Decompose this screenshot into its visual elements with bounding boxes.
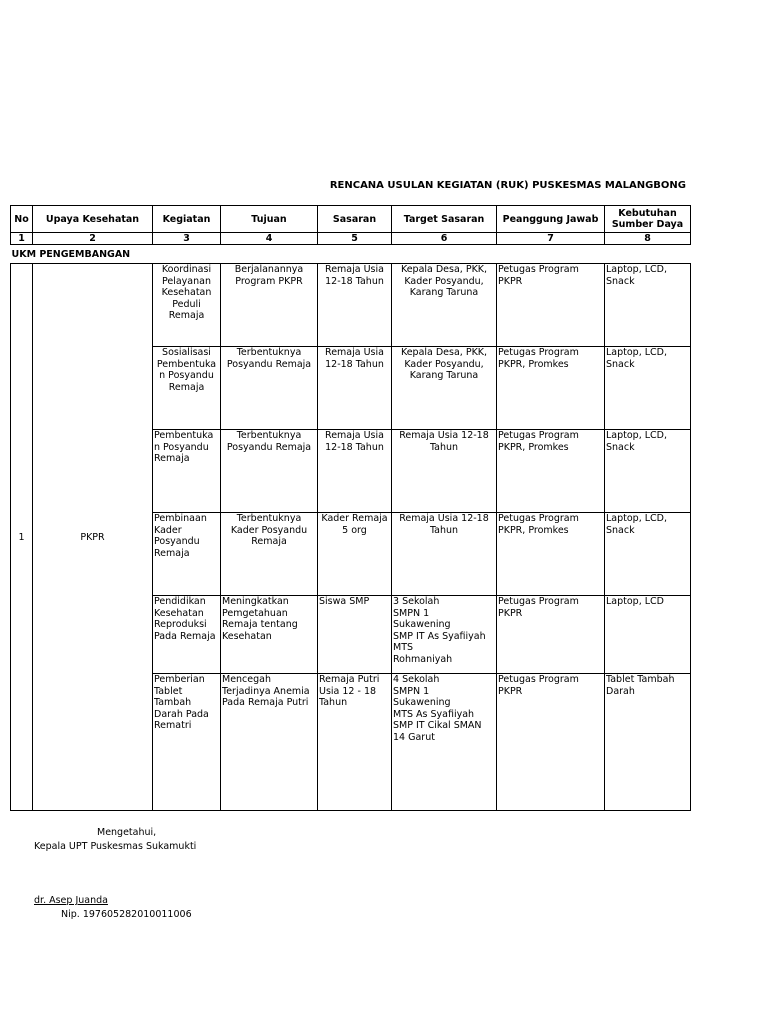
- header-kegiatan: Kegiatan: [153, 206, 221, 233]
- kebutuhan-cell: Tablet Tambah Darah: [605, 674, 691, 811]
- tujuan-cell: Terbentuknya Posyandu Remaja: [221, 430, 318, 513]
- kegiatan-cell: Koordinasi Pelayanan Kesehatan Peduli Remaja: [153, 264, 221, 347]
- kebutuhan-cell: Laptop, LCD, Snack: [605, 264, 691, 347]
- ruk-table: [10, 205, 691, 811]
- column-number: 3: [153, 233, 221, 245]
- sasaran-cell: Kader Remaja 5 org: [318, 513, 392, 596]
- kegiatan-cell: Sosialisasi Pembentuka n Posyandu Remaja: [153, 347, 221, 430]
- column-number-row: [11, 233, 691, 245]
- sasaran-cell: Remaja Usia 12-18 Tahun: [318, 430, 392, 513]
- penanggung-jawab-cell: Petugas Program PKPR, Promkes: [497, 347, 605, 430]
- kebutuhan-cell: Laptop, LCD, Snack: [605, 430, 691, 513]
- target-sasaran-cell: Kepala Desa, PKK, Kader Posyandu, Karang Taruna: [392, 347, 497, 430]
- sasaran-cell: Remaja Usia 12-18 Tahun: [318, 347, 392, 430]
- target-sasaran-cell: Remaja Usia 12-18 Tahun: [392, 430, 497, 513]
- footer-mengetahui: Mengetahui,: [97, 827, 157, 838]
- document-title: RENCANA USULAN KEGIATAN (RUK) PUSKESMAS MALANGBONG: [329, 180, 686, 191]
- column-number: 8: [605, 233, 691, 245]
- kegiatan-cell: Pemberian Tablet Tambah Darah Pada Rematri: [153, 674, 221, 811]
- kegiatan-cell: Pendidikan Kesehatan Reproduksi Pada Remaja: [153, 596, 221, 674]
- target-sasaran-cell: Remaja Usia 12-18 Tahun: [392, 513, 497, 596]
- tujuan-cell: Terbentuknya Posyandu Remaja: [221, 347, 318, 430]
- header-penanggung-jawab: Peanggung Jawab: [497, 206, 605, 233]
- tujuan-cell: Berjalanannya Program PKPR: [221, 264, 318, 347]
- kebutuhan-cell: Laptop, LCD: [605, 596, 691, 674]
- target-sasaran-cell: Kepala Desa, PKK, Kader Posyandu, Karang Taruna: [392, 264, 497, 347]
- column-number: 1: [11, 233, 33, 245]
- sasaran-cell: Remaja Usia 12-18 Tahun: [318, 264, 392, 347]
- column-number: 2: [33, 233, 153, 245]
- signatory-name: dr. Asep Juanda: [34, 895, 108, 906]
- table-row: [11, 264, 691, 347]
- footer-jabatan: Kepala UPT Puskesmas Sukamukti: [34, 841, 197, 852]
- header-no: No: [11, 206, 33, 233]
- upaya-kesehatan-cell: PKPR: [33, 264, 153, 811]
- tujuan-cell: Mencegah Terjadinya Anemia Pada Remaja Putri: [221, 674, 318, 811]
- header-upaya-kesehatan: Upaya Kesehatan: [33, 206, 153, 233]
- column-number: 4: [221, 233, 318, 245]
- column-number: 5: [318, 233, 392, 245]
- signatory-nip: Nip. 197605282010011006: [61, 909, 192, 920]
- target-sasaran-cell: 3 Sekolah SMPN 1 Sukawening SMP IT As Syafiiyah MTS Rohmaniyah: [392, 596, 497, 674]
- penanggung-jawab-cell: Petugas Program PKPR: [497, 674, 605, 811]
- kebutuhan-cell: Laptop, LCD, Snack: [605, 347, 691, 430]
- header-target-sasaran: Target Sasaran: [392, 206, 497, 233]
- penanggung-jawab-cell: Petugas Program PKPR, Promkes: [497, 430, 605, 513]
- section-row: [11, 245, 691, 264]
- kegiatan-cell: Pembentuka n Posyandu Remaja: [153, 430, 221, 513]
- target-sasaran-cell: 4 Sekolah SMPN 1 Sukawening MTS As Syafiiyah SMP IT Cikal SMAN 14 Garut: [392, 674, 497, 811]
- kebutuhan-cell: Laptop, LCD, Snack: [605, 513, 691, 596]
- sasaran-cell: Siswa SMP: [318, 596, 392, 674]
- row-number: 1: [11, 264, 33, 811]
- kegiatan-cell: Pembinaan Kader Posyandu Remaja: [153, 513, 221, 596]
- penanggung-jawab-cell: Petugas Program PKPR: [497, 264, 605, 347]
- column-number: 6: [392, 233, 497, 245]
- sasaran-cell: Remaja Putri Usia 12 - 18 Tahun: [318, 674, 392, 811]
- penanggung-jawab-cell: Petugas Program PKPR, Promkes: [497, 513, 605, 596]
- section-label: UKM PENGEMBANGAN: [11, 245, 691, 264]
- header-sasaran: Sasaran: [318, 206, 392, 233]
- header-kebutuhan-sumber-daya: Kebutuhan Sumber Daya: [605, 206, 691, 233]
- penanggung-jawab-cell: Petugas Program PKPR: [497, 596, 605, 674]
- header-row: [11, 206, 691, 233]
- header-tujuan: Tujuan: [221, 206, 318, 233]
- column-number: 7: [497, 233, 605, 245]
- tujuan-cell: Meningkatkan Pemgetahuan Remaja tentang Kesehatan: [221, 596, 318, 674]
- tujuan-cell: Terbentuknya Kader Posyandu Remaja: [221, 513, 318, 596]
